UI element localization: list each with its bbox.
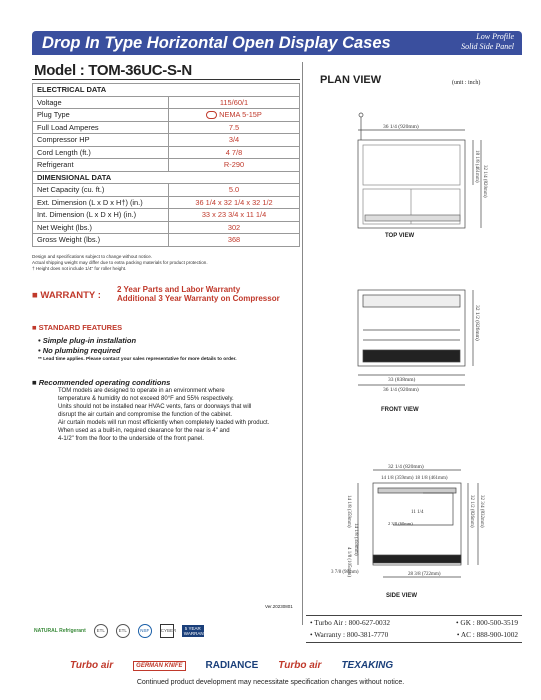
dim-top-d1: 18 1/8 (461mm)	[474, 150, 479, 183]
brand-logos	[70, 660, 393, 671]
spec-label: Plug Type	[33, 109, 169, 122]
spec-label: Cord Length (ft.)	[33, 146, 169, 159]
spec-row	[33, 96, 300, 109]
spec-label: Int. Dimension (L x D x H) (in.)	[33, 209, 169, 222]
dim-side-g: 4 1/8 (105mm)	[346, 547, 351, 577]
etl-sanitation-logo: ETL	[116, 624, 130, 638]
spec-label: Net Weight (lbs.)	[33, 221, 169, 234]
spec-label: Ext. Dimension (L x D x H†) (in.)	[33, 196, 169, 209]
contact-box	[306, 615, 522, 643]
dim-side-i: 28 3/8 (722mm)	[408, 572, 441, 577]
rec-line: When used as a built-in, required clearance for the rear is 4" and	[58, 428, 230, 434]
dim-side-h: 3 7/8 (98mm)	[331, 570, 359, 575]
spec-label: Refrigerant	[33, 159, 169, 172]
recommended-heading: ■ Recommended operating conditions	[32, 378, 171, 387]
spec-notes	[32, 254, 208, 272]
dim-front-h: 32 1/2 (826mm)	[474, 305, 480, 341]
spec-value	[169, 109, 300, 122]
rec-line: TOM models are designed to operate in an environment where	[58, 388, 225, 394]
spec-value: 5.0	[169, 184, 300, 197]
banner-sub-line-1: Low Profile	[476, 32, 514, 41]
certification-logos	[34, 624, 210, 638]
front-view-label: FRONT VIEW	[381, 407, 419, 413]
front-view-drawing	[358, 290, 473, 385]
top-view-label: TOP VIEW	[385, 233, 415, 239]
spec-value: 368	[169, 234, 300, 247]
side-view-drawing	[358, 470, 478, 577]
electrical-heading: ELECTRICAL DATA	[33, 84, 300, 97]
spec-row	[33, 121, 300, 134]
rec-line: disrupt the air curtain and compromise the function of the cabinet.	[58, 412, 233, 418]
spec-row	[33, 209, 300, 222]
rec-line: Air curtain models will run most efficiently when completely loaded with product.	[58, 420, 270, 426]
recommended-text	[58, 387, 298, 443]
dim-front-w1: 33 (838mm)	[388, 377, 416, 383]
banner-subtitle	[461, 32, 514, 52]
turbo-air-logo-2: Turbo air	[278, 660, 322, 671]
spec-value: R-290	[169, 159, 300, 172]
contact-row	[310, 629, 518, 641]
standard-features-heading: ■ STANDARD FEATURES	[32, 323, 123, 332]
natural-refrigerant-logo: NATURAL Refrigerant	[34, 628, 86, 634]
texaking-logo: TEXAKING	[341, 660, 394, 671]
radiance-logo: RADIANCE	[205, 660, 259, 671]
dim-side-b: 18 1/8 (461mm)	[415, 476, 448, 481]
warranty-badge: 5 YEAR WARRANTY	[183, 626, 210, 636]
dim-side-c: 11 1/4	[411, 510, 424, 515]
nsf-logo: NSF	[138, 624, 152, 638]
spec-value: 3/4	[169, 134, 300, 147]
spec-row	[33, 184, 300, 197]
dim-front-w2: 36 1/4 (920mm)	[383, 387, 419, 393]
warranty-text	[117, 285, 280, 303]
german-knife-logo: GERMAN KNIFE	[133, 661, 185, 671]
warranty-line-2: Additional 3 Year Warranty on Compressor	[117, 294, 280, 303]
footer-note: Continued product development may necessitate specification changes without notice.	[136, 679, 405, 686]
spec-value: 302	[169, 221, 300, 234]
spec-row	[33, 146, 300, 159]
technical-drawings	[303, 85, 523, 610]
dim-side-a: 14 1/8 (359mm)	[381, 476, 414, 481]
dim-side-k: 32 3/4 (832mm)	[479, 495, 484, 528]
note-line: Actual shipping weight may differ due to extra packing materials for product protection.	[32, 260, 208, 265]
spec-value: 4 7/8	[169, 146, 300, 159]
banner-sub-line-2: Solid Side Panel	[461, 42, 514, 51]
note-line: Design and specifications subject to change without notice.	[32, 254, 153, 259]
spec-label: Compressor HP	[33, 134, 169, 147]
dim-side-w: 32 1/4 (820mm)	[388, 464, 424, 470]
dimensional-heading: DIMENSIONAL DATA	[33, 171, 300, 184]
lead-time-note: ** Lead time applies. Please contact your sales representative for more details to order.	[38, 357, 237, 362]
spec-row	[33, 109, 300, 122]
spec-row	[33, 221, 300, 234]
plug-type-value: NEMA 5-15P	[219, 110, 262, 120]
contact-gk: • GK : 800-500-3519	[456, 618, 518, 627]
feature-list	[38, 336, 136, 355]
spec-table	[32, 83, 300, 247]
model-number: Model : TOM-36UC-S-N	[34, 62, 192, 79]
spec-row	[33, 159, 300, 172]
spec-value: 115/60/1	[169, 96, 300, 109]
spec-value: 36 1/4 x 32 1/4 x 32 1/2	[169, 196, 300, 209]
contact-ac: • AC : 888-900-1002	[456, 630, 518, 639]
spec-label: Gross Weight (lbs.)	[33, 234, 169, 247]
warranty-label: ■ WARRANTY :	[32, 290, 101, 301]
plan-view-title: PLAN VIEW	[320, 74, 382, 86]
cyber-logo: CYBER	[160, 624, 174, 638]
warranty-line-1: 2 Year Parts and Labor Warranty	[117, 285, 241, 294]
plug-icon	[206, 111, 217, 119]
contact-warranty: • Warranty : 800-381-7770	[310, 630, 389, 639]
note-line: † Height does not include 1/4" for roller height.	[32, 266, 127, 271]
dim-side-j: 32 1/2 (826mm)	[469, 495, 474, 528]
rec-line: Units should not be installed near HVAC vents, fans or doorways that will	[58, 404, 252, 410]
top-view-drawing	[358, 113, 481, 228]
spec-label: Full Load Amperes	[33, 121, 169, 134]
turbo-air-logo: Turbo air	[70, 660, 114, 671]
dim-top-width: 36 1/4 (920mm)	[383, 124, 419, 130]
dim-side-f: 14 1/8 (359mm)	[353, 523, 358, 556]
contact-turbo-air: • Turbo Air : 800-627-0032	[310, 618, 390, 627]
spec-row	[33, 134, 300, 147]
dim-top-d2: 32 1/4 (820mm)	[482, 165, 487, 198]
header-banner	[32, 31, 522, 55]
unit-label: (unit : inch)	[452, 80, 481, 86]
dim-side-e: 14 1/8 (359mm)	[346, 495, 351, 528]
contact-row	[310, 617, 518, 629]
spec-value: 7.5	[169, 121, 300, 134]
dim-side-d: 2 3/8 (60mm)	[388, 521, 413, 526]
spec-row	[33, 234, 300, 247]
version-label: Ver.20230801	[265, 604, 293, 609]
etl-logo: ETL	[94, 624, 108, 638]
side-view-label: SIDE VIEW	[386, 593, 418, 599]
model-row	[32, 62, 300, 80]
feature-item: • No plumbing required	[38, 345, 121, 355]
page-title: Drop In Type Horizontal Open Display Cases	[42, 34, 391, 52]
spec-row	[33, 196, 300, 209]
spec-label: Net Capacity (cu. ft.)	[33, 184, 169, 197]
feature-item: • Simple plug-in installation	[38, 336, 137, 345]
spec-value: 33 x 23 3/4 x 11 1/4	[169, 209, 300, 222]
rec-line: temperature & humidity do not exceed 80°F and 55% respectively.	[58, 396, 234, 402]
spec-label: Voltage	[33, 96, 169, 109]
rec-line: 4-1/2" from the floor to the underside of the front panel.	[58, 436, 204, 442]
